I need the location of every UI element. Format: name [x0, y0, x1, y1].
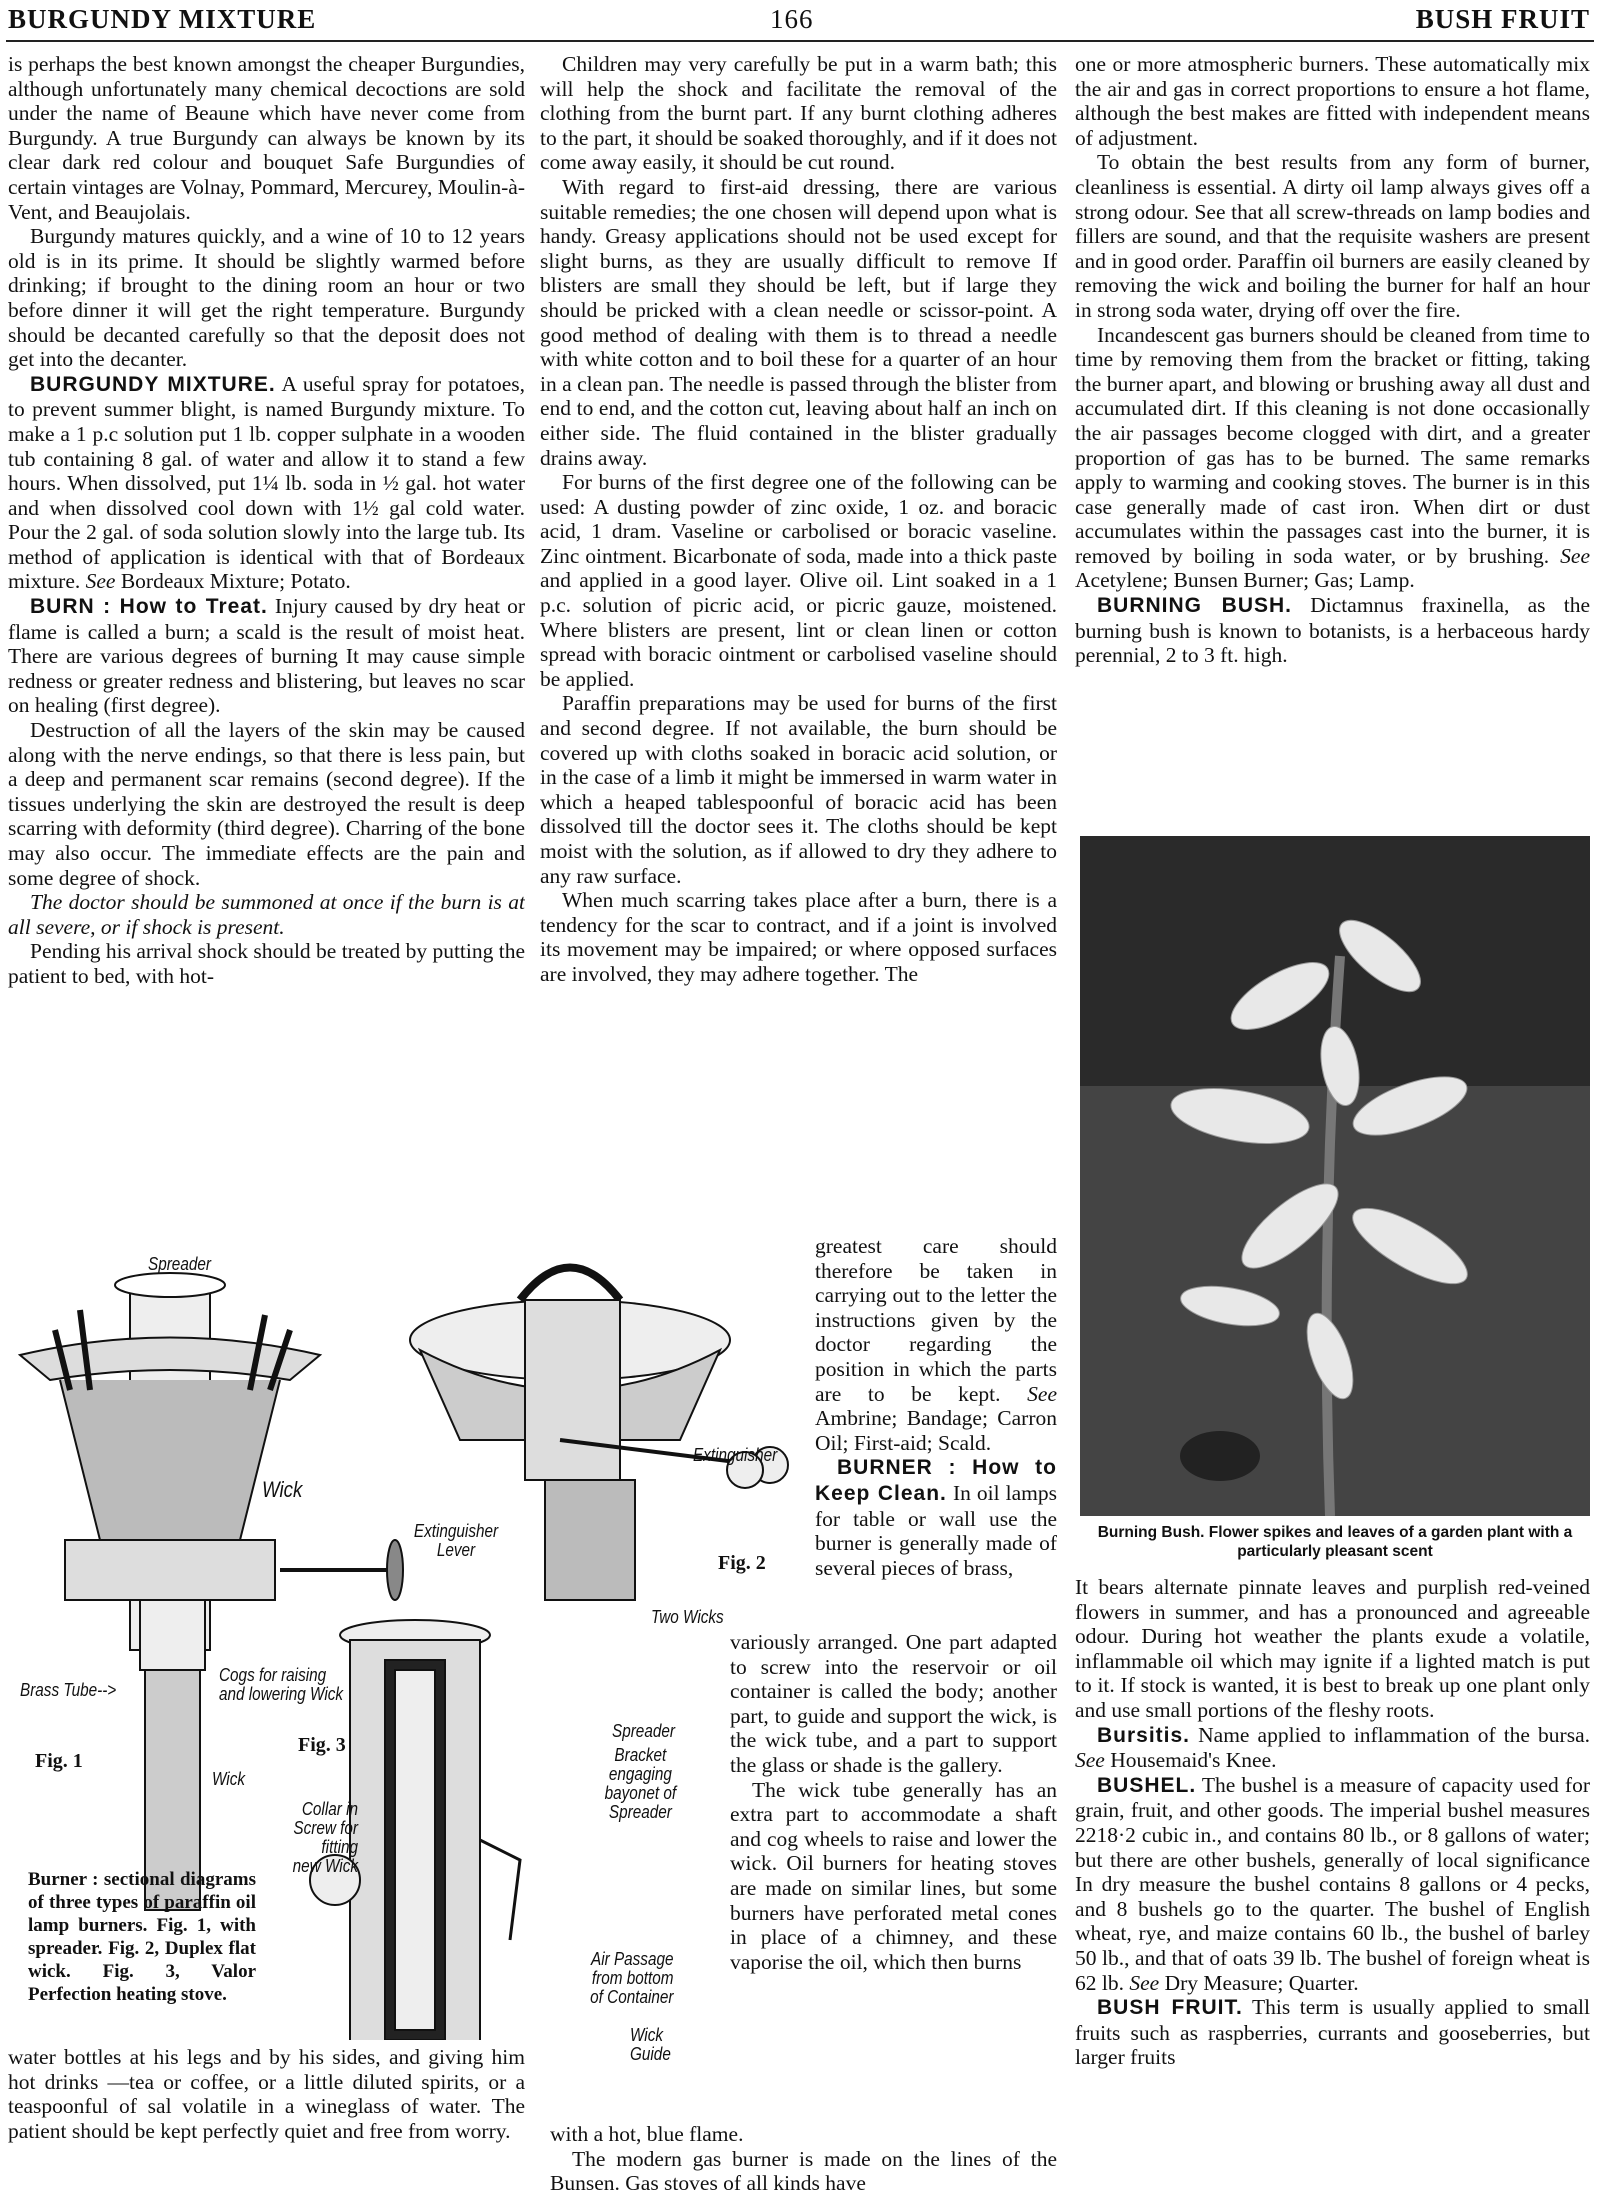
paragraph: [8, 372, 525, 594]
label-two-wicks: Two Wicks: [651, 1607, 724, 1627]
italic-text: See: [1560, 543, 1590, 568]
label-spreader-fig3: Spreader: [612, 1721, 675, 1741]
paragraph: [550, 2122, 1057, 2147]
label-spreader-fig1: Spreader: [148, 1254, 211, 1274]
burning-bush-photo: [1080, 836, 1590, 1516]
paragraph: [1075, 593, 1590, 668]
entry-heading: BURNER : How to Keep Clean.: [815, 1456, 1057, 1505]
running-head-right: BUSH FRUIT: [1415, 4, 1590, 34]
paragraph: [540, 175, 1057, 470]
italic-text: See: [85, 569, 116, 594]
column-3: [1075, 52, 1590, 828]
paragraph: [8, 52, 525, 224]
fig3-label: Fig. 3: [298, 1734, 346, 1756]
paragraph: [1075, 1995, 1590, 2070]
paragraph: [815, 1234, 1057, 1455]
column-2: [540, 52, 1057, 1234]
paragraph: [540, 470, 1057, 691]
label-wick-fig1: Wick: [262, 1477, 303, 1502]
label-wick-fig1-lower: Wick: [212, 1769, 246, 1789]
body-text: Children may very carefully be put in a warm bath; this will help the shock and facilitate the removal of the clothing from the burnt part. If any burnt clothing adheres to the part, it should be soaked thoroughly, and if it does not come away easily, it should be cut round.: [540, 52, 1057, 175]
fig1-label: Fig. 1: [35, 1750, 83, 1772]
paragraph: [8, 718, 525, 890]
body-text: A useful spray for potatoes, to prevent summer blight, is named Burgundy mixture. To make a 1 p.c solution put 1 lb. copper sulphate in a wooden tub containing 8 gal. of water and allow it to stand a few hours. When dissolved, put 1¼ lb. soda in ½ gal. hot water and when dissolved cool down with 1½ gal cold water. Pour the 2 gal. of soda solution slowly into the large tub. Its method of application is identical with that of Bordeaux mixture.: [8, 371, 525, 594]
body-text: Dictamnus fraxinella, as the burning bush is known to botanists, is a herbaceous hardy perennial, 2 to 3 ft. high.: [1075, 593, 1590, 668]
column-2-narrow: [815, 1234, 1057, 1630]
body-text: variously arranged. One part adapted to screw into the reservoir or oil container is called the body; another part, to guide and support the wick, is the wick tube, and a part to support the glass or shade is the gallery.: [730, 1630, 1057, 1777]
body-text: It bears alternate pinnate leaves and purplish red-veined flowers in summer, and has a pronounced and agreeable odour. During hot weather the plants exude a volatile, inflammable oil which may ignite if a lighted match is put to it. If stock is wanted, it is best to break up one plant only and use small portions of the fleshy roots.: [1075, 1575, 1590, 1722]
entry-heading: BUSH FRUIT.: [1097, 1996, 1243, 2020]
paragraph: [540, 888, 1057, 986]
entry-heading: BUSHEL.: [1097, 1773, 1197, 1797]
entry-heading: BURGUNDY MIXTURE.: [30, 372, 276, 396]
body-text: Incandescent gas burners should be cleaned from time to time by removing them from the bracket or fitting, taking the burner apart, and blowing or brushing away all dust and accumulated dirt. If this cleaning is not done occasionally the air passages become clogged with dirt, and a greater proportion of gas has to be burned. The same remarks apply to warming and cooking stoves. The burner is in this case generally made of cast iron. When dirt or dust accumulates within the passages cast into the burner, it is removed by boiling in soda water, or by brushing.: [1075, 322, 1590, 568]
paragraph: [8, 224, 525, 372]
column-1: [8, 52, 525, 1248]
photo-caption: Burning Bush. Flower spikes and leaves of a garden plant with a particularly pleasant scent: [1097, 1524, 1573, 1560]
column-2-bottom: [550, 2122, 1057, 2207]
paragraph: [8, 890, 525, 939]
entry-heading: BURN : How to Treat.: [30, 595, 268, 619]
paragraph: [8, 594, 525, 718]
body-text: With regard to first-aid dressing, there are various suitable remedies; the one chosen will depend upon what is handy. Greasy applications should not be used except for slight burns, as they are usually difficult to remove If blisters are small they should be left, but if large they should be pricked with a clean needle or scissor-point. A good method of dealing with them is to thread a needle with white cotton and to boil these for a quarter of an hour in a clean pan. The needle is passed through the blister from end to end, and the cotton cut, leaving about half an inch on either side. The fluid contained in the blister gradually drains away.: [540, 174, 1057, 470]
italic-text: See: [1075, 1748, 1105, 1773]
paragraph: [1075, 1773, 1590, 1995]
body-text: Destruction of all the layers of the skin may be caused along with the nerve endings, so that there is less pain, but a deep and permanent scar remains (second degree). If the tissues underlying the skin are destroyed the result is deep scarring with deformity (third degree). Charring of the bone may also occur. The immediate effects are the pain and some degree of shock.: [8, 718, 525, 890]
label-air-passage: Air Passage from bottom of Container: [590, 1949, 674, 2007]
body-text: In oil lamps for table or wall use the burner is generally made of several pieces of brass,: [815, 1480, 1057, 1580]
entry-heading: Bursitis.: [1097, 1723, 1191, 1747]
body-text: is perhaps the best known amongst the cheaper Burgundies, although unfortunately many chemical decoctions are sold under the name of Beaune which have never come from Burgundy. A true Burgundy can always be known by its clear dark red colour and bouquet Safe Burgundies of certain vintages are Volnay, Pommard, Mercurey, Moulin-à-Vent, and Beaujolais.: [8, 52, 525, 224]
body-text: Ambrine; Bandage; Carron Oil; First-aid; Scald.: [815, 1406, 1057, 1455]
body-text: The modern gas burner is made on the lines of the Bunsen. Gas stoves of all kinds have: [550, 2146, 1057, 2196]
paragraph: [815, 1455, 1057, 1580]
header-rule: [6, 40, 1594, 42]
body-text: Dry Measure; Quarter.: [1159, 1970, 1359, 1995]
paragraph: [1075, 323, 1590, 594]
label-extinguisher-lever: Extinguisher Lever: [413, 1521, 499, 1560]
body-text: Pending his arrival shock should be treated by putting the patient to bed, with hot-: [8, 939, 525, 988]
body-text: To obtain the best results from any form of burner, cleanliness is essential. A dirty oil lamp always gives off a strong odour. See that all screw-threads on lamp bodies and fillers are sound, and that the requisite washers are present and in good order. Paraffin oil burners are easily cleaned by removing the wick and boiling the burner for half an hour in strong soda water, drying off over the fire.: [1075, 150, 1590, 322]
running-head-left: BURGUNDY MIXTURE: [8, 4, 317, 34]
body-text: Acetylene; Bunsen Burner; Gas; Lamp.: [1075, 568, 1415, 593]
italic-text: See: [1129, 1970, 1160, 1995]
paragraph: [1075, 52, 1590, 150]
entry-heading: BURNING BUSH.: [1097, 594, 1293, 618]
page-number: 166: [770, 4, 814, 34]
paragraph: [540, 691, 1057, 888]
italic-text: See: [1027, 1381, 1057, 1406]
body-text: water bottles at his legs and by his sides, and giving him hot drinks —tea or coffee, or a little diluted spirits, or a teaspoonful of sal volatile in a wineglass of water. The patient should be kept perfectly quiet and free from worry.: [8, 2045, 525, 2143]
paragraph: [1075, 1575, 1590, 1723]
flower-image: [1080, 836, 1590, 1516]
body-text: The wick tube generally has an extra part to accommodate a shaft and cog wheels to raise and lower the wick. Oil burners for heating stoves are made on similar lines, but some burners have perforated metal cones in place of a chimney, and these vaporise the oil, which then burns: [730, 1777, 1057, 1974]
body-text: The bushel is a measure of capacity used for grain, fruit, and other goods. The imperial bushel measures 2218·2 cubic in., and contains 80 lb., or 8 gallons of water; but there are other bushels, generally of local significance In dry measure the bushel contains 8 gallons or 4 pecks, and 8 bushels go to the quarter. The bushel of English wheat, rye, and maize contains 60 lb., the bushel of barley 50 lb., and that of oats 39 lb. The bushel of foreign wheat is 62 lb.: [1075, 1772, 1590, 1995]
label-bracket: Bracket engaging bayonet of Spreader: [604, 1745, 677, 1822]
body-text: Burgundy matures quickly, and a wine of 10 to 12 years old is in its prime. It should be slightly warmed before drinking; if brought to the dining room an hour or two before dinner it will get the right temperature. Burgundy should be decanted carefully so that the deposit does not get into the decanter.: [8, 224, 525, 372]
label-cogs: Cogs for raising and lowering Wick: [219, 1665, 344, 1704]
figure-caption: Burner : sectional diagrams of three types of paraffin oil lamp burners. Fig. 1, with spreader. Fig. 2, Duplex flat wick. Fig. 3, Valor Perfection heating stove.: [28, 1869, 256, 2005]
body-text: When much scarring takes place after a burn, there is a tendency for the scar to contract, and if a joint is involved its movement may be impaired; or where opposed surfaces are involved, they may adhere together. The: [540, 888, 1057, 986]
column-1-bottom: [8, 2045, 525, 2205]
body-text: Bordeaux Mixture; Potato.: [115, 569, 351, 594]
body-text: greatest care should therefore be taken in carrying out to the letter the instructions given by the doctor regarding the position in which the parts are to be kept.: [815, 1234, 1057, 1406]
body-text: This term is usually applied to small fruits such as raspberries, currants and gooseberries, but larger fruits: [1075, 1995, 1590, 2070]
label-wick-guide: Wick Guide: [630, 2025, 671, 2064]
italic-text: The doctor should be summoned at once if the burn is at all severe, or if shock is present.: [8, 890, 525, 939]
body-text: Housemaid's Knee.: [1104, 1748, 1277, 1773]
paragraph: [550, 2147, 1057, 2196]
body-text: Name applied to inflammation of the bursa.: [1190, 1722, 1590, 1747]
column-3-bottom: [1075, 1575, 1590, 2207]
body-text: Paraffin preparations may be used for burns of the first and second degree. If not available, the burn should be covered up with cloths soaked in boracic acid solution, or in the case of a limb it might be immersed in warm water in which a heaped tablespoonful of boracic acid has been dissolved till the doctor sees it. The cloths should be kept moist with the solution, as if allowed to dry they adhere to any raw surface.: [540, 691, 1057, 888]
body-text: one or more atmospheric burners. These automatically mix the air and gas in correct proportions to ensure a hot flame, although the best makes are fitted with independent means of adjustment.: [1075, 52, 1590, 150]
paragraph: [8, 2045, 525, 2143]
paragraph: [540, 52, 1057, 175]
body-text: For burns of the first degree one of the following can be used: A dusting powder of zinc oxide, 1 oz. and boracic acid, 1 dram. Vaseline or carbolised or boracic vaseline. Zinc ointment. Bicarbonate of soda, made into a thick paste and applied in a good layer. Olive oil. Lint soaked in a 1 p.c. solution of picric acid, or picric gauze, moistened. Where blisters are present, lint or clean linen or cotton spread with boracic ointment or carbolised vaseline should be applied.: [540, 470, 1057, 691]
label-collar: Collar in Screw for fitting new Wick: [292, 1799, 358, 1876]
body-text: with a hot, blue flame.: [550, 2122, 744, 2146]
fig2-label: Fig. 2: [718, 1552, 766, 1574]
label-extinguisher: Extinguisher: [693, 1445, 778, 1465]
label-brass-tube: Brass Tube-->: [20, 1680, 117, 1700]
paragraph: [1075, 150, 1590, 322]
paragraph: [1075, 1723, 1590, 1773]
body-text: Injury caused by dry heat or flame is called a burn; a scald is the result of moist heat. There are various degrees of burning It may cause simple redness or greater redness and blistering, but leaves no scar on healing (first degree).: [8, 594, 525, 718]
paragraph: [8, 939, 525, 988]
